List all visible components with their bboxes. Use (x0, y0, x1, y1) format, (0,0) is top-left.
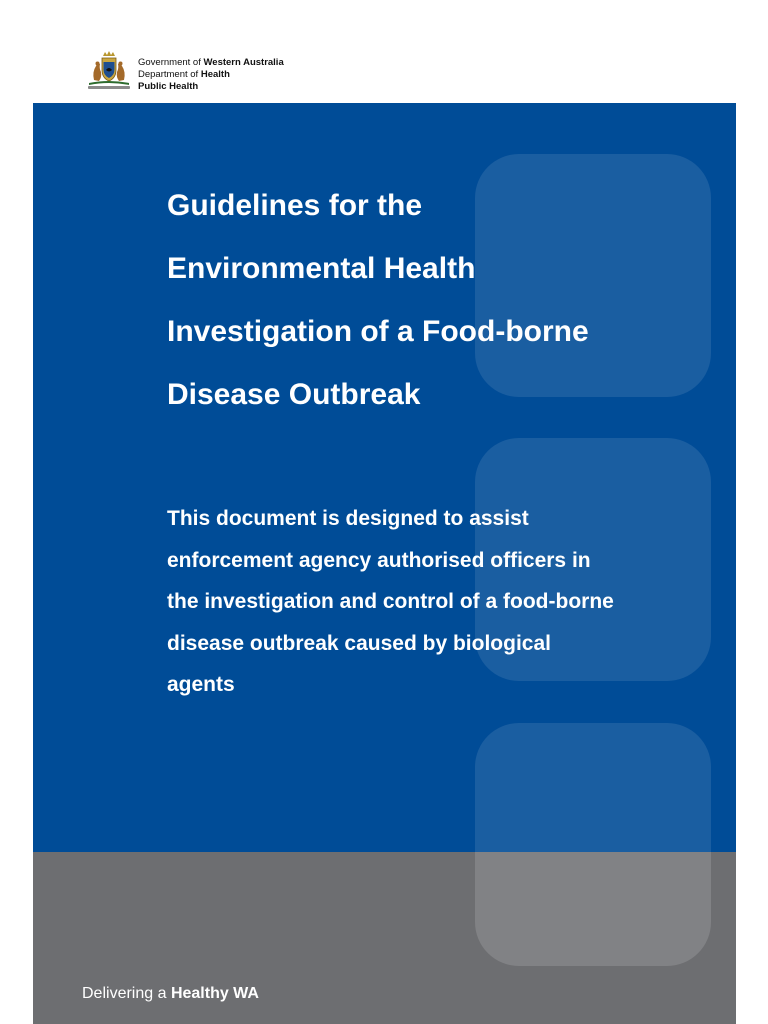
government-name: Western Australia (203, 57, 284, 68)
government-line: Government of Western Australia (138, 57, 284, 68)
division-line (138, 81, 284, 93)
title-line: Guidelines for the (167, 189, 423, 222)
decorative-rounded-square-bottom (475, 723, 711, 852)
division-name: Public Health (138, 81, 199, 92)
decorative-rounded-square-bottom-overlap (475, 852, 711, 966)
department-name: Health (200, 69, 230, 80)
footer-tagline: Delivering a Healthy WA (82, 985, 259, 1002)
description-line: disease outbreak caused by biological (167, 631, 551, 655)
coat-of-arms-icon (86, 50, 132, 92)
title-line: Environmental Health (167, 252, 476, 285)
document-title (167, 174, 707, 426)
document-description (167, 498, 707, 706)
description-line: This document is designed to assist (167, 507, 529, 530)
description-line: enforcement agency authorised officers in (167, 548, 591, 572)
description-line: the investigation and control of a food-borne (167, 590, 614, 613)
department-line: Department of Health (138, 69, 230, 80)
tagline-emphasis: Healthy WA (170, 985, 259, 1002)
government-identity (138, 57, 284, 93)
page-header (0, 0, 768, 103)
title-line: Investigation of a Food-borne (167, 315, 589, 348)
title-line: Disease Outbreak (167, 378, 421, 411)
description-line: agents (167, 673, 235, 696)
